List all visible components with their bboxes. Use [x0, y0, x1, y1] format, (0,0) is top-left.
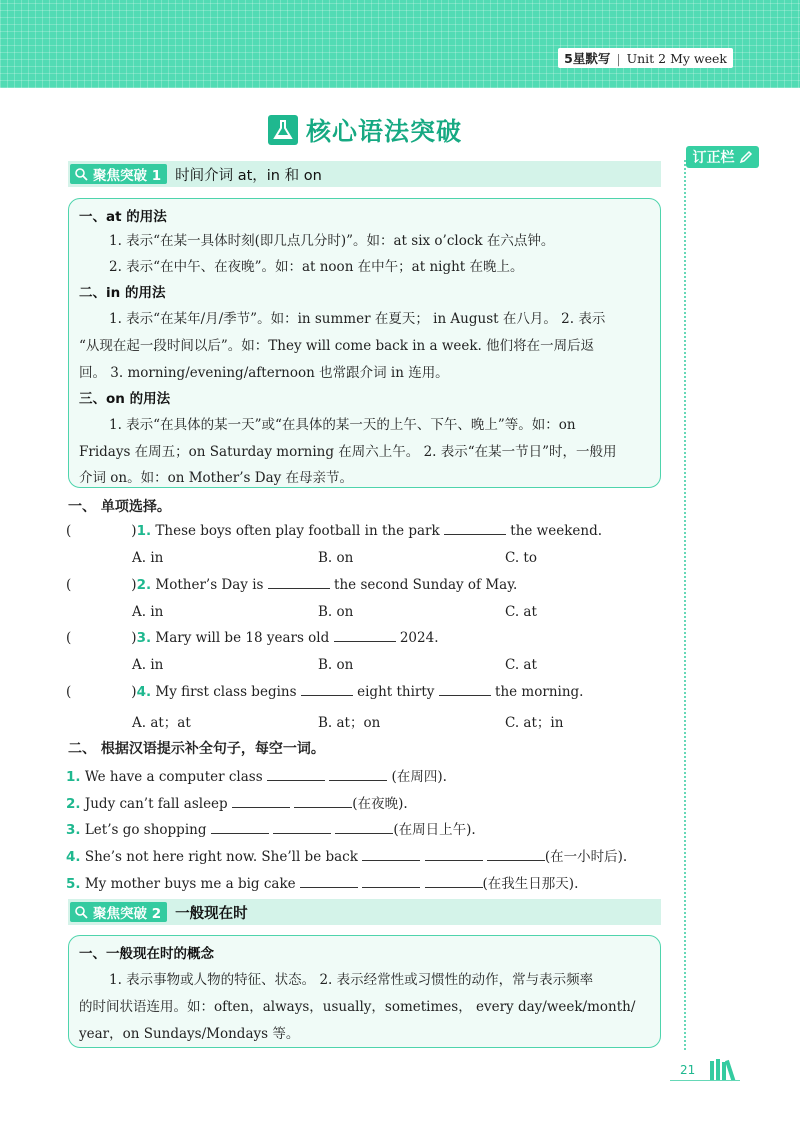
- in-rule-line-1: 1. 表示“在某年/月/季节”。如：in summer 在夏天； in August 在八月。 2. 表示: [109, 311, 606, 327]
- focus-title-1: 时间介词 at，in 和 on: [175, 167, 322, 184]
- answer-blank[interactable]: [335, 822, 393, 834]
- item-number: 3.: [66, 822, 81, 838]
- in-heading: 二、in 的用法: [79, 285, 166, 301]
- question-text-after: the morning.: [495, 684, 584, 700]
- answer-blank[interactable]: [211, 822, 269, 834]
- flask-icon: [268, 115, 298, 145]
- answer-blank-1[interactable]: [301, 684, 353, 696]
- question-4: ( )4. My first class begins eight thirty the morning.: [66, 684, 584, 700]
- answer-blank[interactable]: [425, 849, 483, 861]
- focus-title-2: 一般现在时: [175, 905, 248, 922]
- on-rule-line-1: 1. 表示“在具体的某一天”或“在具体的某一天的上午、下午、晚上”等。如：on: [109, 417, 576, 433]
- item-hint: (在周四).: [391, 769, 447, 785]
- series-name: 5星默写: [564, 51, 611, 66]
- correction-tag: [686, 146, 759, 168]
- answer-blank[interactable]: [362, 849, 420, 861]
- question-number: 2.: [136, 577, 152, 593]
- item-hint: (在夜晚).: [352, 796, 408, 812]
- correction-tag-label: 订正栏: [692, 150, 735, 166]
- focus-label-2-text: 聚焦突破 2: [93, 906, 162, 922]
- section-1-title: 一、 单项选择。: [68, 499, 171, 515]
- item-text: My mother buys me a big cake: [84, 876, 296, 892]
- answer-blank[interactable]: [487, 849, 545, 861]
- fill-item-1: [66, 765, 447, 785]
- unit-name: Unit 2 My week: [626, 50, 727, 66]
- on-heading: 三、on 的用法: [79, 391, 171, 407]
- in-rule-line-2: “从现在起一段时间以后”。如：They will come back in a week. 他们将在一周后返: [79, 338, 595, 354]
- question-3: ( )3. Mary will be 18 years old 2024.: [66, 630, 439, 646]
- option-a[interactable]: A. in: [132, 604, 164, 620]
- question-text-after: the weekend.: [510, 523, 603, 539]
- magnifier-icon: [74, 905, 90, 919]
- focus-label-2: [70, 902, 167, 922]
- item-number: 4.: [66, 849, 81, 865]
- item-text: We have a computer class: [84, 769, 263, 785]
- item-number: 1.: [66, 769, 81, 785]
- pencil-icon: [739, 150, 753, 164]
- answer-blank[interactable]: [268, 577, 330, 589]
- correction-rail: [684, 160, 686, 1050]
- fill-item-2: [66, 792, 408, 812]
- footer-rule: [670, 1080, 740, 1081]
- question-number: 1.: [136, 523, 152, 539]
- option-a[interactable]: A. in: [132, 657, 164, 673]
- concept-line-3: year，on Sundays/Mondays 等。: [79, 1026, 300, 1042]
- answer-blank[interactable]: [232, 796, 290, 808]
- option-c[interactable]: C. at: [505, 657, 537, 673]
- option-b[interactable]: B. on: [318, 550, 354, 566]
- page-number: 21: [680, 1063, 696, 1077]
- question-text: Mother’s Day is: [155, 577, 264, 593]
- separator: |: [616, 50, 621, 66]
- item-text: She’s not here right now. She’ll be back: [84, 849, 358, 865]
- option-b[interactable]: B. on: [318, 657, 354, 673]
- item-text: Let’s go shopping: [84, 822, 207, 838]
- focus-label-1-text: 聚焦突破 1: [93, 168, 162, 184]
- item-text: Judy can’t fall asleep: [84, 796, 228, 812]
- fill-item-4: [66, 845, 627, 865]
- magnifier-icon: [74, 167, 90, 181]
- on-rule-line-2: Fridays 在周五；on Saturday morning 在周六上午。 2. 表示“在某一节日”时，一般用: [79, 444, 617, 460]
- answer-blank[interactable]: [294, 796, 352, 808]
- answer-blank[interactable]: [444, 523, 506, 535]
- option-a[interactable]: A. in: [132, 550, 164, 566]
- main-title-text: 核心语法突破: [306, 117, 463, 146]
- on-rule-line-3: 介词 on。如：on Mother’s Day 在母亲节。: [79, 470, 354, 486]
- question-number: 4.: [136, 684, 152, 700]
- item-hint: (在一小时后).: [544, 849, 628, 865]
- option-c[interactable]: C. at；in: [505, 715, 564, 731]
- concept-line-2: 的时间状语连用。如：often，always，usually，sometimes， every day/week/month/: [79, 999, 636, 1015]
- question-number: 3.: [136, 630, 152, 646]
- answer-blank[interactable]: [334, 630, 396, 642]
- answer-blank[interactable]: [329, 769, 387, 781]
- focus-bar-1: [68, 161, 661, 187]
- section-2-title: 二、 根据汉语提示补全句子，每空一词。: [68, 741, 325, 757]
- header-band: [0, 0, 800, 88]
- in-rule-line-3: 回。 3. morning/evening/afternoon 也常跟介词 in 连用。: [79, 365, 449, 381]
- question-text-mid: eight thirty: [357, 684, 435, 700]
- books-icon: [708, 1058, 738, 1082]
- option-b[interactable]: B. at；on: [318, 715, 381, 731]
- question-text: These boys often play football in the park: [155, 523, 440, 539]
- answer-blank[interactable]: [425, 876, 483, 888]
- question-text: Mary will be 18 years old: [155, 630, 330, 646]
- answer-blank[interactable]: [300, 876, 358, 888]
- option-c[interactable]: C. to: [505, 550, 537, 566]
- fill-item-3: [66, 818, 476, 838]
- option-c[interactable]: C. at: [505, 604, 537, 620]
- at-rule-1: 1. 表示“在某一具体时刻(即几点几分时)”。如：at six o’clock 在六点钟。: [109, 233, 555, 249]
- answer-blank[interactable]: [362, 876, 420, 888]
- main-title: [268, 112, 462, 148]
- at-heading: 一、at 的用法: [79, 209, 167, 225]
- concept-heading: 一、一般现在时的概念: [79, 946, 214, 962]
- focus-label-1: [70, 164, 167, 184]
- grammar-box-1: [68, 198, 661, 488]
- question-2: ( )2. Mother’s Day is the second Sunday of May.: [66, 577, 518, 593]
- option-a[interactable]: A. at；at: [132, 715, 191, 731]
- at-rule-2: 2. 表示“在中午、在夜晚”。如：at noon 在中午；at night 在晚上。: [109, 259, 524, 275]
- fill-item-5: [66, 872, 578, 892]
- question-text-after: 2024.: [399, 630, 439, 646]
- unit-tag: [558, 48, 733, 68]
- option-b[interactable]: B. on: [318, 604, 354, 620]
- question-text-after: the second Sunday of May.: [334, 577, 518, 593]
- item-number: 5.: [66, 876, 81, 892]
- question-text: My first class begins: [155, 684, 297, 700]
- answer-blank[interactable]: [267, 769, 325, 781]
- item-number: 2.: [66, 796, 81, 812]
- answer-blank[interactable]: [273, 822, 331, 834]
- answer-blank-2[interactable]: [439, 684, 491, 696]
- question-1: ( )1. These boys often play football in the park the weekend.: [66, 523, 603, 539]
- focus-bar-2: [68, 899, 661, 925]
- concept-line-1: 1. 表示事物或人物的特征、状态。 2. 表示经常性或习惯性的动作，常与表示频率: [109, 972, 594, 988]
- item-hint: (在周日上午).: [393, 822, 476, 838]
- grammar-box-2: [68, 935, 661, 1048]
- item-hint: (在我生日那天).: [482, 876, 579, 892]
